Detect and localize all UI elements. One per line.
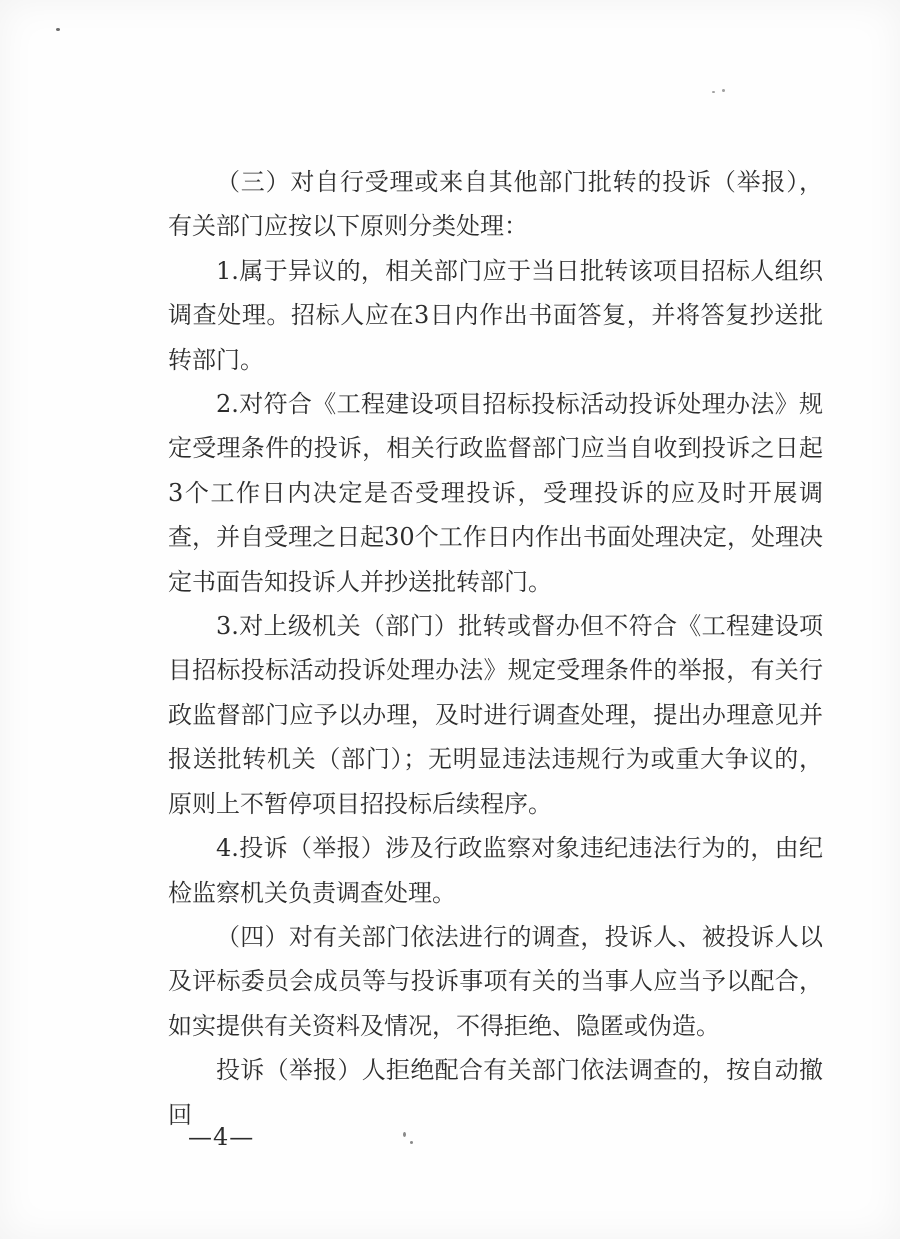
paragraph-item-4: 4.投诉（举报）涉及行政监察对象违纪违法行为的，由纪检监察机关负责调查处理。 <box>168 834 823 907</box>
paragraph-continuation: 投诉（举报）人拒绝配合有关部门依法调查的，按自动撤回 <box>168 1056 823 1129</box>
paragraph-section-4: （四）对有关部门依法进行的调查，投诉人、被投诉人以及评标委员会成员等与投诉事项有关的当事人应当予以配合，如实提供有关资料及情况，不得拒绝、隐匿或伪造。 <box>168 922 823 1040</box>
scan-speck <box>722 89 725 92</box>
scan-speck <box>56 28 60 31</box>
paragraph-item-1: 1.属于异议的，相关部门应于当日批转该项目招标人组织调查处理。招标人应在3日内作出书面答复，并将答复抄送批转部门。 <box>168 256 823 374</box>
document-body <box>168 160 823 1137</box>
scan-speck <box>403 1132 406 1137</box>
paragraph-item-2: 2.对符合《工程建设项目招标投标活动投诉处理办法》规定受理条件的投诉，相关行政监督部门应当自收到投诉之日起3个工作日内决定是否受理投诉，受理投诉的应及时开展调查，并自受理之日起30个工作日内作出书面处理决定，处理决定书面告知投诉人并抄送批转部门。 <box>168 390 823 596</box>
scan-speck <box>712 91 715 93</box>
paragraph-section-3: （三）对自行受理或来自其他部门批转的投诉（举报），有关部门应按以下原则分类处理： <box>168 168 823 241</box>
scan-speck <box>410 1141 413 1144</box>
page-number: —4— <box>188 1123 255 1151</box>
paragraph-item-3: 3.对上级机关（部门）批转或督办但不符合《工程建设项目招标投标活动投诉处理办法》规定受理条件的举报，有关行政监督部门应予以办理，及时进行调查处理，提出办理意见并报送批转机关（部门）；无明显违法违规行为或重大争议的，原则上不暂停项目招投标后续程序。 <box>168 612 823 818</box>
